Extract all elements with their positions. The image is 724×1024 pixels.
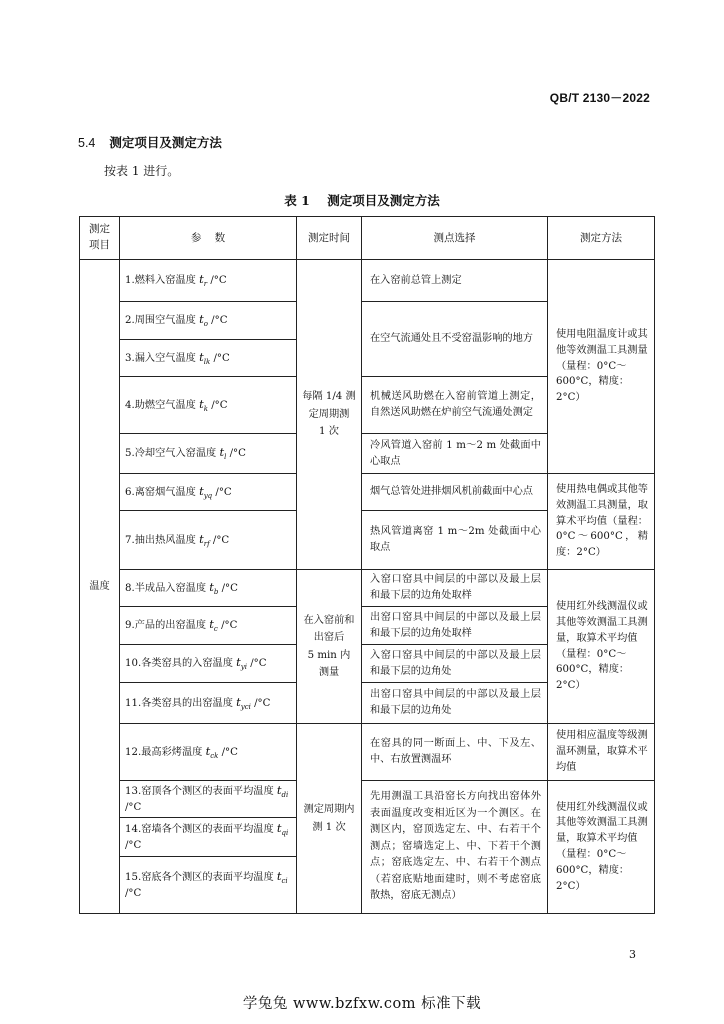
param-symbol: t <box>199 349 204 364</box>
header-item: 测定 项目 <box>80 217 120 260</box>
section-title: 测定项目及测定方法 <box>109 135 222 150</box>
header-point: 测点选择 <box>362 217 548 260</box>
param-unit: /°C <box>218 746 238 758</box>
param-cell <box>120 434 297 474</box>
param-symbol: t <box>199 396 204 411</box>
param-label: 10.各类窑具的入窑温度 <box>125 658 237 670</box>
header-time: 测定时间 <box>297 217 362 260</box>
param-label: 7.抽出热风温度 <box>125 534 200 546</box>
point-cell: 在窑具的同一断面上、中、下及左、中、右放置测温环 <box>362 724 548 781</box>
param-symbol: t <box>199 272 204 287</box>
param-symbol: t <box>199 483 204 498</box>
param-label: 8.半成品入窑温度 <box>125 582 210 594</box>
point-cell: 入窑口窑具中间层的中部以及最上层和最下层的边角处取样 <box>362 570 548 607</box>
param-label: 1.燃料入窑温度 <box>125 275 200 287</box>
param-symbol: t <box>276 869 282 884</box>
point-cell: 出窑口窑具中间层的中部以及最上层和最下层的边角处取样 <box>362 607 548 645</box>
param-symbol: t <box>236 694 241 709</box>
param-cell <box>120 474 297 511</box>
method-cell: 使用热电偶或其他等效测温工具测量，取算术平均值（量程：0°C～600°C，精度：2°C） <box>548 474 655 570</box>
point-cell: 机械送风助燃在入窑前管道上测定，自然送风助燃在炉前空气流通处测定 <box>362 377 548 434</box>
param-cell <box>120 818 297 857</box>
param-label: 6.离窑烟气温度 <box>125 486 200 498</box>
param-cell <box>120 302 297 340</box>
param-unit: /°C <box>207 399 228 411</box>
param-subscript: ci <box>281 877 288 886</box>
category-cell: 温度 <box>80 260 120 914</box>
point-cell: 热风管道离窑 1 m～2m 处截面中心取点 <box>362 511 548 570</box>
param-cell <box>120 724 297 781</box>
param-label: 5.冷却空气入窑温度 <box>125 448 220 460</box>
param-label: 9.产品的出窑温度 <box>125 620 210 632</box>
param-cell <box>120 570 297 607</box>
table-row <box>80 474 655 511</box>
param-subscript: k <box>203 404 208 413</box>
page-number: 3 <box>629 948 636 961</box>
param-symbol: t <box>219 445 225 460</box>
param-unit: /°C <box>125 802 142 814</box>
table-row <box>80 781 655 818</box>
point-cell: 在空气流通处且不受窑温影响的地方 <box>362 302 548 377</box>
standard-number: QB/T 2130－2022 <box>549 91 650 105</box>
param-cell <box>120 607 297 645</box>
param-label: 2.周围空气温度 <box>125 315 200 327</box>
param-cell <box>120 260 297 302</box>
param-subscript: yi <box>240 663 247 672</box>
point-cell: 入窑口窑具中间层的中部以及最上层和最下层的边角处 <box>362 645 548 683</box>
param-cell <box>120 683 297 724</box>
section-heading <box>78 133 222 151</box>
param-label: 12.最高彩烤温度 <box>125 746 206 758</box>
param-symbol: t <box>205 743 211 758</box>
param-subscript: b <box>213 587 219 596</box>
param-cell <box>120 645 297 683</box>
footer-watermark: 学兔兔 www.bzfxw.com 标准下载 <box>242 996 482 1012</box>
param-cell <box>120 781 297 818</box>
param-unit: /°C <box>209 534 230 546</box>
param-unit: /°C <box>250 697 271 709</box>
param-cell <box>120 377 297 434</box>
table-caption: 表 1 测定项目及测定方法 <box>284 193 440 208</box>
point-cell: 出窑口窑具中间层的中部以及最上层和最下层的边角处 <box>362 683 548 724</box>
param-subscript: qi <box>281 829 289 838</box>
param-subscript: lk <box>203 357 211 366</box>
param-subscript: o <box>203 320 208 329</box>
param-subscript: di <box>281 791 289 800</box>
param-subscript: l <box>224 453 227 462</box>
method-cell: 使用相应温度等级测温环测量，取算术平均值 <box>548 724 655 781</box>
method-cell: 使用电阻温度计或其他等效测温工具测量（量程：0°C～600°C，精度：2°C） <box>548 260 655 474</box>
param-subscript: yq <box>203 491 213 500</box>
method-cell: 使用红外线测温仪或其他等效测温工具测量，取算术平均值（量程：0°C～600°C，精度：2°C） <box>548 570 655 724</box>
table-header-row <box>80 217 655 260</box>
param-symbol: t <box>199 531 204 546</box>
param-unit: /°C <box>226 448 246 460</box>
point-cell: 冷风管道入窑前 1 m～2 m 处截面中心取点 <box>362 434 548 474</box>
param-label: 4.助燃空气温度 <box>125 399 200 411</box>
param-unit: /°C <box>125 840 142 852</box>
table-row <box>80 260 655 302</box>
param-unit: /°C <box>217 620 238 632</box>
param-cell <box>120 511 297 570</box>
param-unit: /°C <box>125 888 142 900</box>
section-intro: 按表 1 进行。 <box>104 164 180 178</box>
time-cell: 在入窑前和 出窑后 5 min 内 测量 <box>297 570 362 724</box>
measurement-table <box>79 216 655 914</box>
param-unit: /°C <box>212 486 232 498</box>
param-label: 11.各类窑具的出窑温度 <box>125 697 237 709</box>
param-subscript: yci <box>240 702 251 711</box>
param-unit: /°C <box>207 275 227 287</box>
header-parameter: 参 数 <box>120 217 297 260</box>
param-label: 14.窑墙各个测区的表面平均温度 <box>125 824 277 836</box>
param-unit: /°C <box>210 352 230 364</box>
point-cell: 先用测温工具沿窑长方向找出窑体外表面温度改变相近区为一个测区。在测区内，窑顶选定左、中、右若干个测点；窑墙选定上、中、下若干个测点；窑底选定左、中、右若干个测点（若窑底贴地面建时，则不考虑窑底散热，窑底无测点） <box>362 781 548 914</box>
param-subscript: r <box>203 280 208 289</box>
point-cell: 在入窑前总管上测定 <box>362 260 548 302</box>
param-symbol: t <box>276 821 282 836</box>
param-unit: /°C <box>207 315 228 327</box>
param-subscript: rf <box>203 539 210 548</box>
param-unit: /°C <box>246 658 267 670</box>
param-symbol: t <box>199 312 204 327</box>
time-cell: 每隔 1/4 测 定周期测 1 次 <box>297 260 362 570</box>
time-cell: 测定周期内 测 1 次 <box>297 724 362 914</box>
param-symbol: t <box>209 579 214 594</box>
param-symbol: t <box>276 783 282 798</box>
point-cell: 烟气总管处进排烟风机前截面中心点 <box>362 474 548 511</box>
table-row <box>80 724 655 781</box>
param-label: 3.漏入空气温度 <box>125 352 200 364</box>
table-row <box>80 570 655 607</box>
param-symbol: t <box>209 617 214 632</box>
param-cell <box>120 340 297 377</box>
param-label: 15.窑底各个测区的表面平均温度 <box>125 872 277 884</box>
section-number: 5.4 <box>78 136 96 150</box>
param-subscript: ck <box>210 751 219 760</box>
param-cell <box>120 857 297 914</box>
param-symbol: t <box>236 655 241 670</box>
param-subscript: c <box>213 625 218 634</box>
method-cell: 使用红外线测温仪或其他等效测温工具测量，取算术平均值（量程：0°C～600°C，精度：2°C） <box>548 781 655 914</box>
param-unit: /°C <box>218 582 238 594</box>
header-method: 测定方法 <box>548 217 655 260</box>
param-label: 13.窑顶各个测区的表面平均温度 <box>125 786 277 798</box>
